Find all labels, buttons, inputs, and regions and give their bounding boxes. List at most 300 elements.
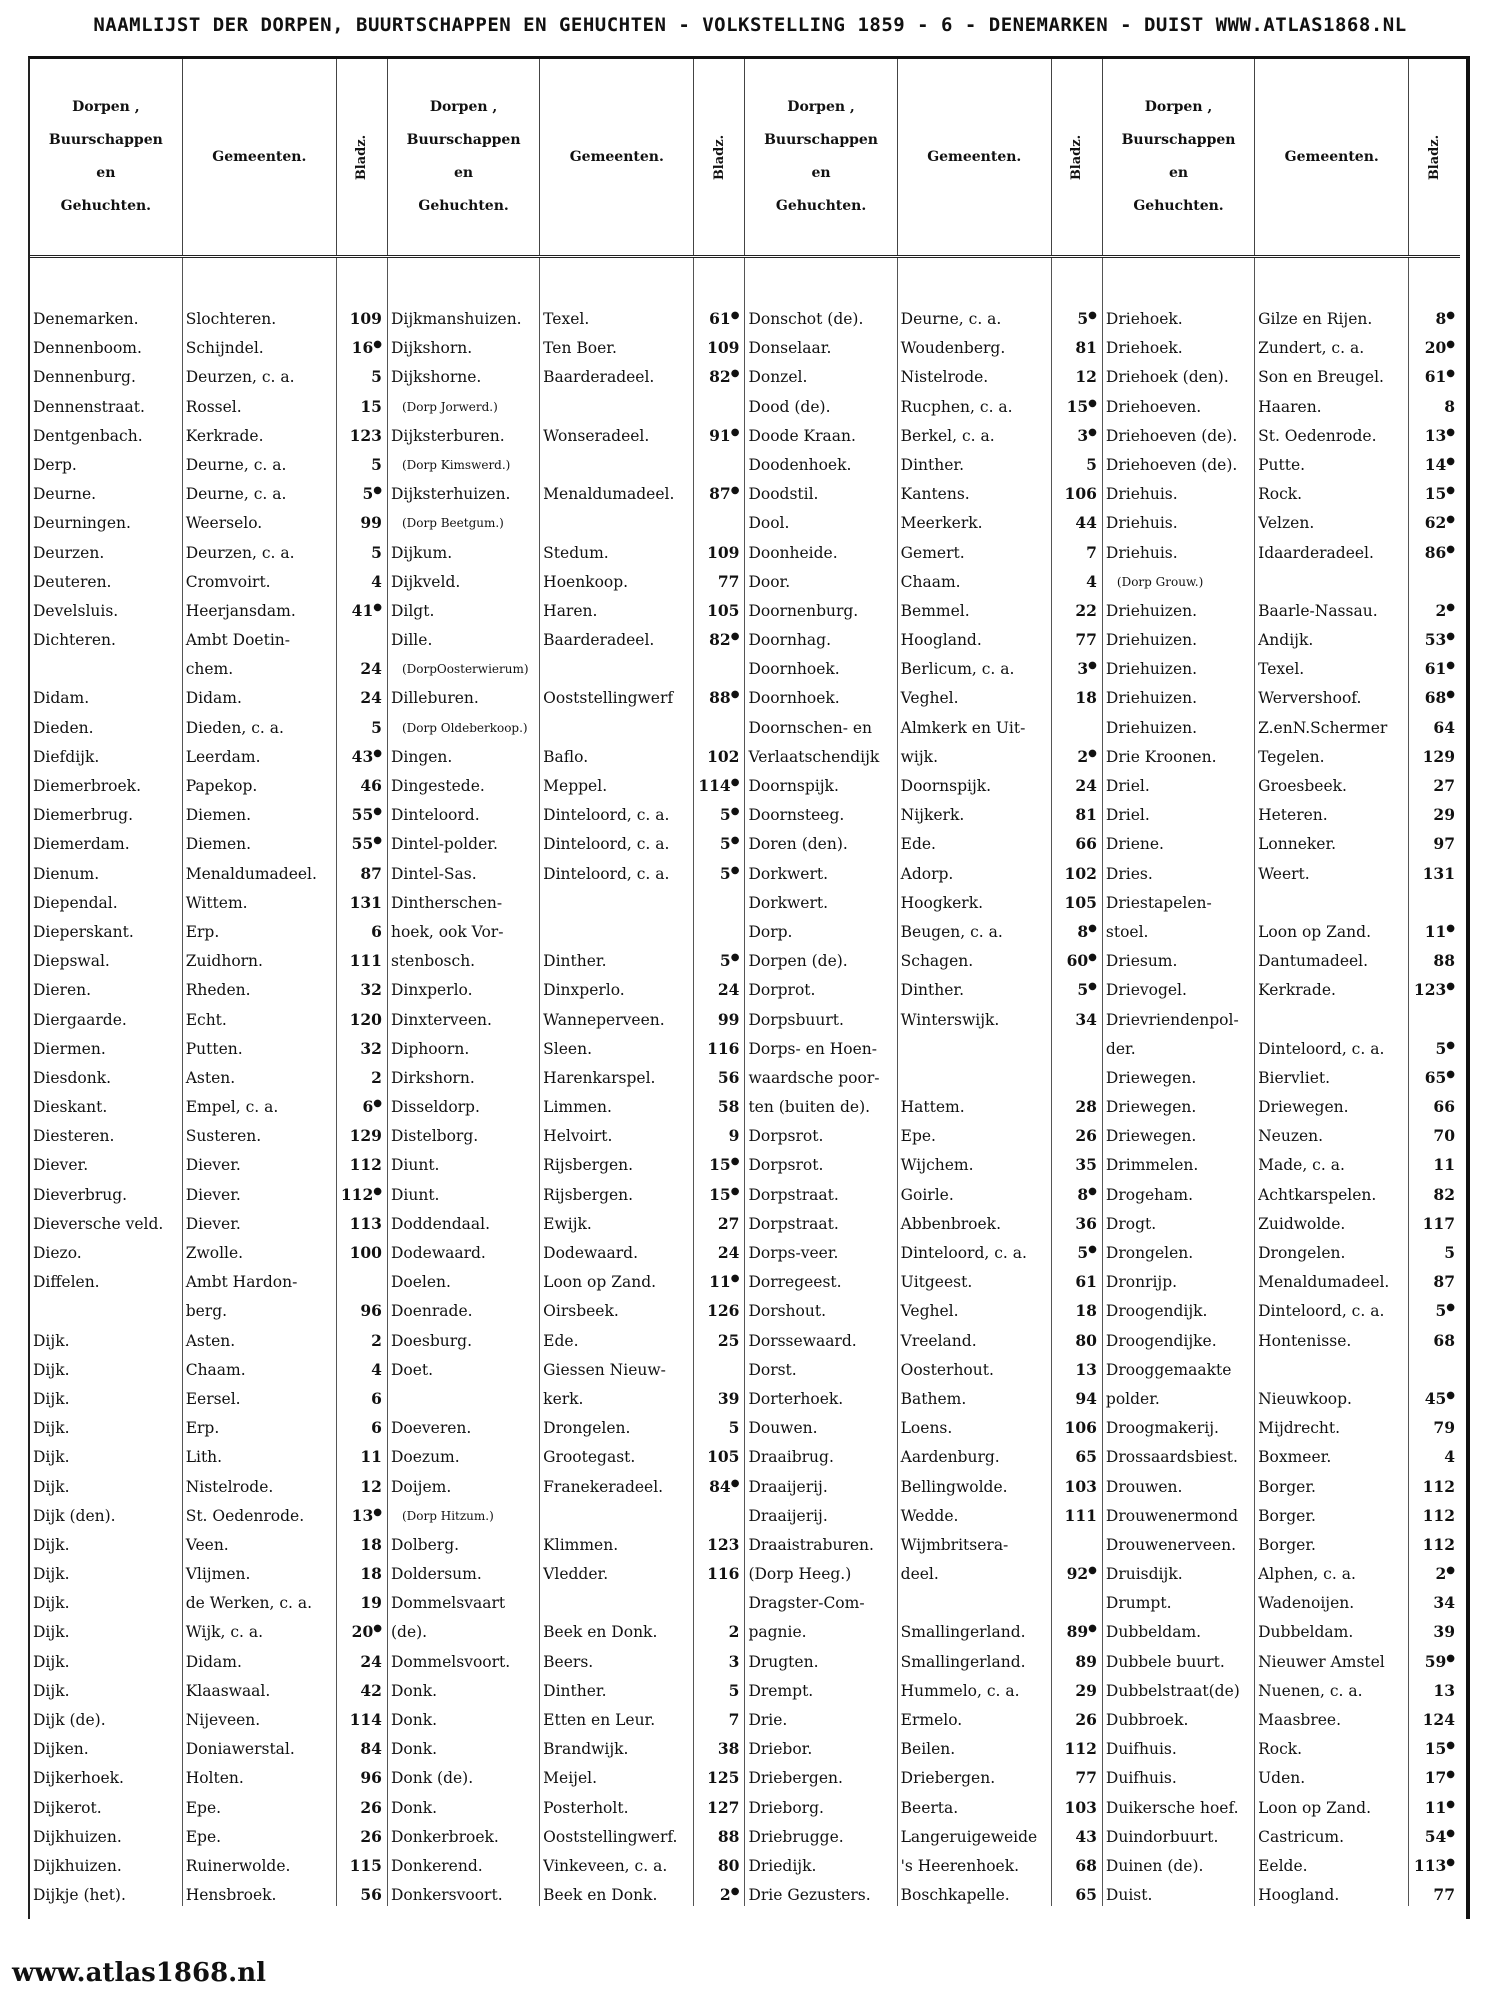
header-blad-column [1051,59,1102,257]
page-number-cell: 86● [1424,542,1455,562]
gemeente-cell: Loon op Zand. [540,1264,694,1293]
page-number-cell: 77 [694,564,745,593]
page-number-cell: 8● [1051,1176,1102,1205]
table-row [30,1293,1460,1322]
gemeente-cell: Uitgeest. [897,1264,1051,1293]
page-number-cell: 27 [694,1206,745,1235]
header-place-line: Gehuchten. [775,198,867,214]
place-cell: Dijk. [30,1468,182,1497]
page-number-cell: 28 [1051,1089,1102,1118]
page-number-cell: 97 [1433,834,1455,854]
place-cell: Dorp. [745,914,897,943]
place-cell: Dijkshorne. [387,359,539,388]
place-cell: Diunt. [387,1147,539,1176]
header-gemeente-column: Gemeenten. [540,59,694,257]
place-cell: Dijk. [30,1439,182,1468]
gemeente-cell: Limmen. [540,1089,694,1118]
gemeente-cell: Adorp. [897,855,1051,884]
page-number-cell: 2● [1435,1564,1455,1584]
table-row [30,1702,1460,1731]
page-number-cell: 4 [336,1352,387,1381]
asterisk-mark: ● [1446,484,1455,496]
place-cell: Dorkwert. [745,855,897,884]
asterisk-mark: ● [1446,309,1455,321]
page-number-cell: 3 [694,1643,745,1672]
gemeente-cell: Goirle. [897,1176,1051,1205]
gemeente-cell: Empel, c. a. [182,1089,336,1118]
place-cell: Driehuizen. [1102,593,1254,622]
page-number-cell: 14● [1424,454,1455,474]
page-number-cell: 94 [1051,1381,1102,1410]
page-number-cell: 112 [1422,1476,1455,1496]
gemeente-cell: Borger. [1255,1527,1409,1556]
asterisk-mark: ● [730,484,740,496]
gemeente-cell: Epe. [182,1819,336,1848]
gemeente-cell: Deurne, c. a. [182,447,336,476]
place-cell: (Dorp Jorwerd.) [387,388,539,417]
gemeente-cell: Harenkarspel. [540,1060,694,1089]
table-row [30,1176,1460,1205]
header-place-line: Dorpen , [1144,99,1213,115]
page-number-cell: 4 [1444,1447,1455,1467]
place-cell: Dijk. [30,1614,182,1643]
gemeente-cell: Ooststellingwerf [540,680,694,709]
gemeente-cell: Vreeland. [897,1322,1051,1351]
table-row [30,447,1460,476]
gemeente-cell: Boxmeer. [1255,1439,1409,1468]
gemeente-cell: Heteren. [1255,797,1409,826]
gemeente-cell: Deurzen, c. a. [182,534,336,563]
asterisk-mark: ● [730,1185,740,1197]
page-number-cell [1051,1585,1102,1614]
page-number-cell: 114 [336,1702,387,1731]
place-cell: Doenrade. [387,1293,539,1322]
page-number-cell: 99 [336,505,387,534]
gemeente-cell: Beilen. [897,1731,1051,1760]
place-cell: Duist. [1102,1877,1254,1906]
page-number-cell: 5● [694,855,745,884]
place-cell: Drempt. [745,1673,897,1702]
place-cell: Dilleburen. [387,680,539,709]
gemeente-cell: Bemmel. [897,593,1051,622]
page-number-cell [694,914,745,943]
page-number-cell: 112 [336,1147,387,1176]
gemeente-cell: Drongelen. [1255,1235,1409,1264]
place-cell: Duinen (de). [1102,1848,1254,1877]
gemeente-cell: Putten. [182,1031,336,1060]
place-cell: Dijk. [30,1673,182,1702]
gemeente-cell: Oosterhout. [897,1352,1051,1381]
gemeente-cell: Didam. [182,1643,336,1672]
page-number-cell: 42 [336,1673,387,1702]
page-number-cell: 20● [1424,338,1455,358]
gemeente-cell: Loon op Zand. [1255,914,1409,943]
gemeente-cell: Loens. [897,1410,1051,1439]
place-cell: Dijk. [30,1410,182,1439]
place-cell: waardsche poor- [745,1060,897,1089]
gemeente-cell: Oirsbeek. [540,1293,694,1322]
gemeente-cell: Leerdam. [182,739,336,768]
asterisk-mark: ● [1088,981,1097,993]
gemeente-cell: Uden. [1255,1760,1409,1789]
gemeente-cell: Asten. [182,1322,336,1351]
gemeente-cell: Deurzen, c. a. [182,359,336,388]
page-number-cell [1051,1527,1102,1556]
gemeente-cell: Giessen Nieuw- [540,1352,694,1381]
place-cell: Driehoeven (de). [1102,447,1254,476]
place-cell: Driebergen. [745,1760,897,1789]
page-number-cell: 16● [336,330,387,359]
place-cell: Dijk. [30,1643,182,1672]
place-cell: Doornhoek. [745,651,897,680]
gemeente-cell: Made, c. a. [1255,1147,1409,1176]
header-place-column [387,59,539,257]
page-number-cell: 87 [336,855,387,884]
asterisk-mark: ● [373,806,382,818]
gemeente-cell: Veghel. [897,1293,1051,1322]
gemeente-cell: St. Oedenrode. [1255,418,1409,447]
page-number-cell: 70 [1433,1126,1455,1146]
header-place-line: Gehuchten. [418,198,509,214]
place-cell: Diependal. [30,885,182,914]
place-cell: Dijkum. [387,534,539,563]
gemeente-cell: Deurne, c. a. [182,476,336,505]
place-cell: Dingestede. [387,768,539,797]
place-cell: Diesteren. [30,1118,182,1147]
place-cell: Doornenburg. [745,593,897,622]
gemeente-cell: Chaam. [182,1352,336,1381]
asterisk-mark: ● [373,601,382,613]
page-number-cell: 54● [1424,1826,1455,1846]
page-number-cell: 5 [694,1673,745,1702]
page-number-cell: 131 [336,885,387,914]
page-number-cell: 123● [1413,980,1455,1000]
page-number-cell: 13● [1424,425,1455,445]
gemeente-cell: Ambt Doetin- [182,622,336,651]
place-cell: Dorregeest. [745,1264,897,1293]
place-cell: Doornschen- en [745,709,897,738]
gemeente-cell: Asten. [182,1060,336,1089]
page-number-cell: 3● [1051,651,1102,680]
place-cell: Dijkmanshuizen. [387,257,539,331]
place-cell: Dool. [745,505,897,534]
gemeente-cell: Meppel. [540,768,694,797]
gemeente-cell: Schijndel. [182,330,336,359]
gemeente-cell: Menaldumadeel. [182,855,336,884]
gemeente-cell: Papekop. [182,768,336,797]
header-blad-label: Bladz. [354,134,370,180]
page-number-cell: 4 [1051,564,1102,593]
place-cell: pagnie. [745,1614,897,1643]
place-cell: Drooggemaakte [1102,1352,1254,1381]
place-cell: stenbosch. [387,943,539,972]
place-cell: Driehoek (den). [1102,359,1254,388]
page-number-cell: 5● [1435,1038,1455,1058]
gemeente-cell: Didam. [182,680,336,709]
page-number-cell: 26 [1051,1702,1102,1731]
page-number-cell: 77 [1051,622,1102,651]
gemeente-cell: Dantumadeel. [1255,943,1409,972]
page-number-cell: 2● [1051,739,1102,768]
table-row [30,1731,1460,1760]
place-cell: Drie Gezusters. [745,1877,897,1906]
place-cell: Dieversche veld. [30,1206,182,1235]
place-cell: Doet. [387,1352,539,1381]
place-cell: Dorpsrot. [745,1118,897,1147]
page-number-cell: 11 [336,1439,387,1468]
header-blad-column [694,59,745,257]
place-cell: ten (buiten de). [745,1089,897,1118]
gemeente-cell [1255,564,1409,593]
place-cell: Donk. [387,1789,539,1818]
gemeente-cell: Dinteloord, c. a. [540,826,694,855]
gemeente-cell: berg. [182,1293,336,1322]
place-cell: Driehoeven. [1102,388,1254,417]
place-cell: Dijkje (het). [30,1877,182,1906]
place-cell: Drie. [745,1702,897,1731]
place-cell: Dille. [387,622,539,651]
asterisk-mark: ● [1446,1798,1455,1810]
page-number-cell: 96 [336,1760,387,1789]
place-cell: Dieverbrug. [30,1176,182,1205]
asterisk-mark: ● [1088,660,1097,672]
page-number-cell: 18 [1051,680,1102,709]
gemeente-cell: Meerkerk. [897,505,1051,534]
place-cell: Drieborg. [745,1789,897,1818]
page-number-cell: 11● [1424,921,1455,941]
place-cell: Doornspijk. [745,768,897,797]
footer-url: www.atlas1868.nl [12,1958,266,1988]
asterisk-mark: ● [1446,1740,1455,1752]
place-cell: Dorssewaard. [745,1322,897,1351]
place-cell: Deuteren. [30,564,182,593]
page-number-cell: 124 [1422,1710,1455,1729]
gemeente-cell: Hensbroek. [182,1877,336,1906]
place-cell: Doodstil. [745,476,897,505]
header-place-line: en [811,165,831,181]
gemeente-cell: Kerkrade. [182,418,336,447]
page-number-cell [1409,1001,1460,1030]
page-number-cell: 105 [694,593,745,622]
place-cell: Diefdijk. [30,739,182,768]
place-cell: Doeveren. [387,1410,539,1439]
header-gemeente-column: Gemeenten. [897,59,1051,257]
asterisk-mark: ● [1446,1856,1455,1868]
place-cell: Dienum. [30,855,182,884]
page-number-cell: 87 [1433,1272,1455,1292]
table-row [30,739,1460,768]
place-cell: Driel. [1102,768,1254,797]
place-cell: Diergaarde. [30,1001,182,1030]
page-number-cell: 56 [336,1877,387,1906]
page-number-cell: 29 [1051,1673,1102,1702]
place-cell: (DorpOosterwierum) [387,651,539,680]
gemeente-cell: Dinteloord, c. a. [540,855,694,884]
place-cell: Dijk. [30,1527,182,1556]
place-cell: polder. [1102,1381,1254,1410]
place-cell: Doren (den). [745,826,897,855]
asterisk-mark: ● [730,630,740,642]
place-cell: Duindorbuurt. [1102,1819,1254,1848]
page-number-cell: 105 [1051,885,1102,914]
gemeente-cell: Cromvoirt. [182,564,336,593]
page-number-cell: 11● [1424,1797,1455,1817]
table-row [30,914,1460,943]
asterisk-mark: ● [1446,1039,1455,1051]
page-number-cell: 61 [1051,1264,1102,1293]
table-row [30,680,1460,709]
page-number-cell: 65 [1051,1877,1102,1906]
gemeente-cell: Diever. [182,1176,336,1205]
place-cell: Driesum. [1102,943,1254,972]
header-blad-label: Bladz. [1427,134,1443,180]
gemeente-cell [540,709,694,738]
place-cell: Diemerbrug. [30,797,182,826]
page-number-cell: 115 [336,1848,387,1877]
page-number-cell: 113● [1413,1855,1455,1875]
place-cell: Deurningen. [30,505,182,534]
asterisk-mark: ● [373,1185,382,1197]
page-number-cell: 80 [1051,1322,1102,1351]
header-place-line: Buurschappen [764,132,878,148]
gemeente-cell: Zundert, c. a. [1255,330,1409,359]
page-number-cell: 5● [694,797,745,826]
place-cell: Doldersum. [387,1556,539,1585]
asterisk-mark: ● [730,864,740,876]
page-number-cell: 32 [336,1031,387,1060]
table-row [30,622,1460,651]
table-header-row [30,59,1460,257]
place-cell: Denemarken. [30,257,182,331]
place-cell: Diemerbroek. [30,768,182,797]
asterisk-mark: ● [730,689,740,701]
place-cell: Deurne. [30,476,182,505]
table-row [30,1206,1460,1235]
page-number-cell: 5 [336,359,387,388]
gemeente-cell: Nieuwkoop. [1255,1381,1409,1410]
page-number-cell: 12 [1051,359,1102,388]
page-number-cell: 2 [336,1060,387,1089]
place-cell: stoel. [1102,914,1254,943]
header-blad-label: Bladz. [1069,134,1085,180]
page-number-cell: 81 [1051,797,1102,826]
header-place-line: Buurschappen [48,132,163,148]
header-place-line: Gehuchten. [1133,198,1224,214]
page-number-cell: 109 [694,534,745,563]
gemeente-cell: Ten Boer. [540,330,694,359]
place-cell: Draaijerij. [745,1498,897,1527]
gemeente-cell: Zuidwolde. [1255,1206,1409,1235]
place-cell: Drogt. [1102,1206,1254,1235]
asterisk-mark: ● [730,1273,740,1285]
page-number-cell: 24 [694,1235,745,1264]
place-cell: Dijk. [30,1322,182,1351]
page-number-cell: 87● [694,476,745,505]
page-number-cell: 9 [694,1118,745,1147]
place-cell: Drongelen. [1102,1235,1254,1264]
place-cell: (Dorp Beetgum.) [387,505,539,534]
place-cell: Doezum. [387,1439,539,1468]
header-blad-label: Bladz. [711,134,727,180]
gemeente-cell: wijk. [897,739,1051,768]
table-row [30,1643,1460,1672]
table-row [30,359,1460,388]
asterisk-mark: ● [730,426,740,438]
table-row [30,797,1460,826]
place-cell: Driehoek. [1102,330,1254,359]
gemeente-cell: Grootegast. [540,1439,694,1468]
gemeente-cell: Holten. [182,1760,336,1789]
gemeente-cell: Hoogkerk. [897,885,1051,914]
page-number-cell: 99 [694,1001,745,1030]
asterisk-mark: ● [1446,1389,1455,1401]
gemeente-cell: Bellingwolde. [897,1468,1051,1497]
asterisk-mark: ● [1088,922,1097,934]
gemeente-cell: Kantens. [897,476,1051,505]
place-cell: Doodenhoek. [745,447,897,476]
page-number-cell: 39 [694,1381,745,1410]
place-cell: (Dorp Hitzum.) [387,1498,539,1527]
table-body [30,257,1460,1907]
gemeente-cell: Beugen, c. a. [897,914,1051,943]
page-number-cell: 113 [336,1206,387,1235]
gemeente-cell: Boschkapelle. [897,1877,1051,1906]
page-number-cell: 114● [694,768,745,797]
gemeente-cell: Doornspijk. [897,768,1051,797]
asterisk-mark: ● [1446,455,1455,467]
place-cell: Dijk (den). [30,1498,182,1527]
gemeente-cell: Weert. [1255,855,1409,884]
gemeente-cell: Klimmen. [540,1527,694,1556]
place-cell: Doijem. [387,1468,539,1497]
place-cell: Diphoorn. [387,1031,539,1060]
place-cell: Dentgenbach. [30,418,182,447]
page-number-cell: 5 [336,447,387,476]
gemeente-cell: Baarle-Nassau. [1255,593,1409,622]
place-cell: Driehuis. [1102,476,1254,505]
page-number-cell: 5● [1051,972,1102,1001]
place-cell: Dorpen (de). [745,943,897,972]
page-number-cell: 34 [1051,1001,1102,1030]
page-number-cell: 15● [1051,388,1102,417]
page-number-cell: 29 [1433,805,1455,825]
page-number-cell [694,1585,745,1614]
place-cell: Dorshout. [745,1293,897,1322]
page-number-cell: 43 [1051,1819,1102,1848]
gemeente-cell: Maasbree. [1255,1702,1409,1731]
page-number-cell: 19 [336,1585,387,1614]
gemeente-cell: Nijeveen. [182,1702,336,1731]
header-place-line: en [96,165,116,181]
asterisk-mark: ● [1446,339,1455,351]
place-cell: Donschot (de). [745,257,897,331]
place-cell: Door. [745,564,897,593]
page-number-cell [694,885,745,914]
gemeente-cell: Son en Breugel. [1255,359,1409,388]
gemeente-cell: Kerkrade. [1255,972,1409,1001]
page-number-cell: 27 [1433,776,1455,795]
place-cell: (Dorp Grouw.) [1102,564,1254,593]
table-row [30,1031,1460,1060]
page-number-cell [1051,709,1102,738]
gemeente-cell: Woudenberg. [897,330,1051,359]
gemeente-cell: kerk. [540,1381,694,1410]
page-number-cell: 103 [1051,1789,1102,1818]
place-cell: Donkerend. [387,1848,539,1877]
asterisk-mark: ● [1088,309,1097,321]
place-cell: Dragster-Com- [745,1585,897,1614]
gemeente-cell: Diemen. [182,797,336,826]
